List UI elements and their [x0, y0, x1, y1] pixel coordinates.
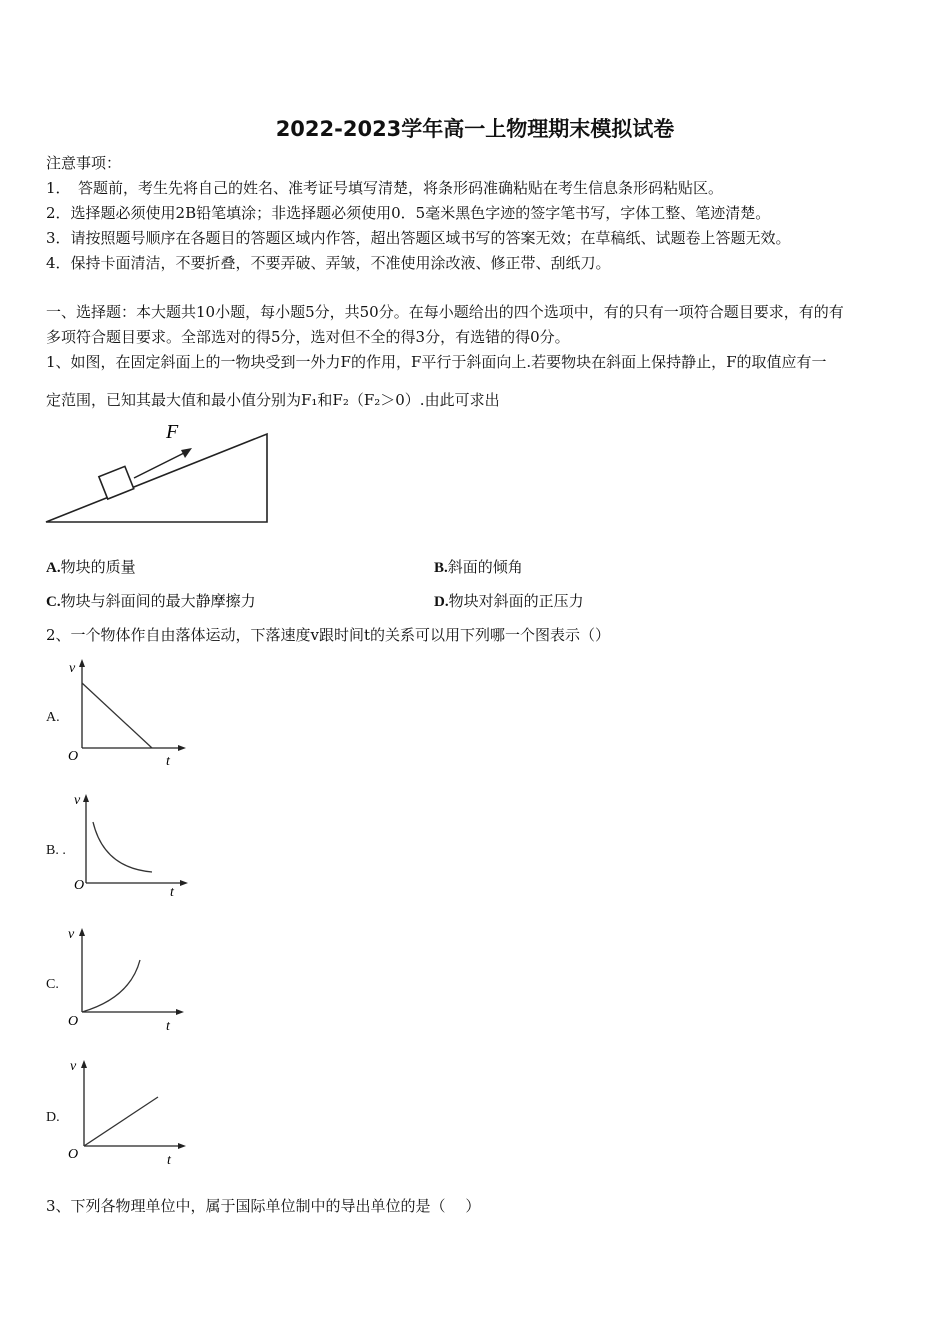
svg-text:O: O: [68, 1147, 79, 1162]
force-arrowhead: [181, 448, 192, 458]
graph-c-curve: [82, 960, 140, 1012]
section-intro-line1: 一、选择题：本大题共10小题，每小题5分，共50分。在每小题给出的四个选项中，有的只有一项符合题目要求，有的有: [46, 303, 844, 321]
q1-option-a[interactable]: A.物块的质量: [46, 558, 136, 576]
q2-graph-c: [62, 922, 192, 1037]
q1-stem-line2: 定范围，已知其最大值和最小值分别为F₁和F₂（F₂＞0）.由此可求出: [46, 391, 500, 409]
q2-graph-d: [64, 1054, 194, 1169]
notice-item-4: 4．保持卡面清洁，不要折叠，不要弄破、弄皱，不准使用涂改液、修正带、刮纸刀。: [46, 254, 611, 272]
svg-text:O: O: [68, 749, 79, 764]
graph-b-curve: [93, 822, 152, 872]
section-intro-line2: 多项符合题目要求。全部选对的得5分，选对但不全的得3分，有选错的得0分。: [46, 328, 570, 346]
q1-option-d[interactable]: D.物块对斜面的正压力: [434, 592, 584, 610]
q2-option-a-label[interactable]: A.: [46, 710, 60, 725]
notice-heading: 注意事项：: [46, 154, 122, 172]
q3-stem: 3、下列各物理单位中，属于国际单位制中的导出单位的是（ ）: [46, 1197, 481, 1215]
notice-item-2: 2．选择题必须使用2B铅笔填涂；非选择题必须使用0．5毫米黑色字迹的签字笔书写，字体工整、笔迹清楚。: [46, 204, 771, 222]
svg-text:t: t: [166, 754, 170, 769]
q2-option-c-label[interactable]: C.: [46, 977, 59, 992]
incline-triangle: [46, 434, 267, 522]
force-label: F: [166, 421, 179, 443]
svg-text:t: t: [167, 1153, 171, 1168]
svg-text:v: v: [69, 661, 76, 676]
notice-item-1: 1． 答题前，考生先将自己的姓名、准考证号填写清楚，将条形码准确粘贴在考生信息条形码粘贴区。: [46, 179, 724, 197]
q2-option-b-label[interactable]: B. .: [46, 843, 66, 858]
q2-graph-b: [66, 788, 196, 903]
notice-item-3: 3．请按照题号顺序在各题目的答题区域内作答，超出答题区域书写的答案无效；在草稿纸、试题卷上答题无效。: [46, 229, 791, 247]
svg-text:O: O: [68, 1014, 79, 1029]
q2-graph-a: [62, 655, 192, 770]
graph-d-line: [84, 1097, 158, 1146]
incline-figure: [40, 418, 275, 528]
q2-stem: 2、一个物体作自由落体运动，下落速度v跟时间t的关系可以用下列哪一个图表示（）: [46, 626, 611, 644]
page-title: 2022-2023学年高一上物理期末模拟试卷: [275, 117, 675, 141]
svg-text:v: v: [74, 793, 81, 808]
q1-option-c[interactable]: C.物块与斜面间的最大静摩擦力: [46, 592, 256, 610]
svg-text:v: v: [68, 927, 75, 942]
svg-text:O: O: [74, 878, 85, 893]
q1-stem-line1: 1、如图，在固定斜面上的一物块受到一外力F的作用，F平行于斜面向上.若要物块在斜面上保持静止，F的取值应有一: [46, 353, 827, 371]
q1-option-b[interactable]: B.斜面的倾角: [434, 558, 523, 576]
force-arrow: [134, 451, 188, 478]
block: [99, 466, 134, 499]
svg-text:v: v: [70, 1059, 77, 1074]
svg-text:t: t: [166, 1019, 170, 1034]
q2-option-d-label[interactable]: D.: [46, 1110, 60, 1125]
svg-text:t: t: [170, 885, 174, 900]
graph-a-line: [82, 683, 152, 748]
